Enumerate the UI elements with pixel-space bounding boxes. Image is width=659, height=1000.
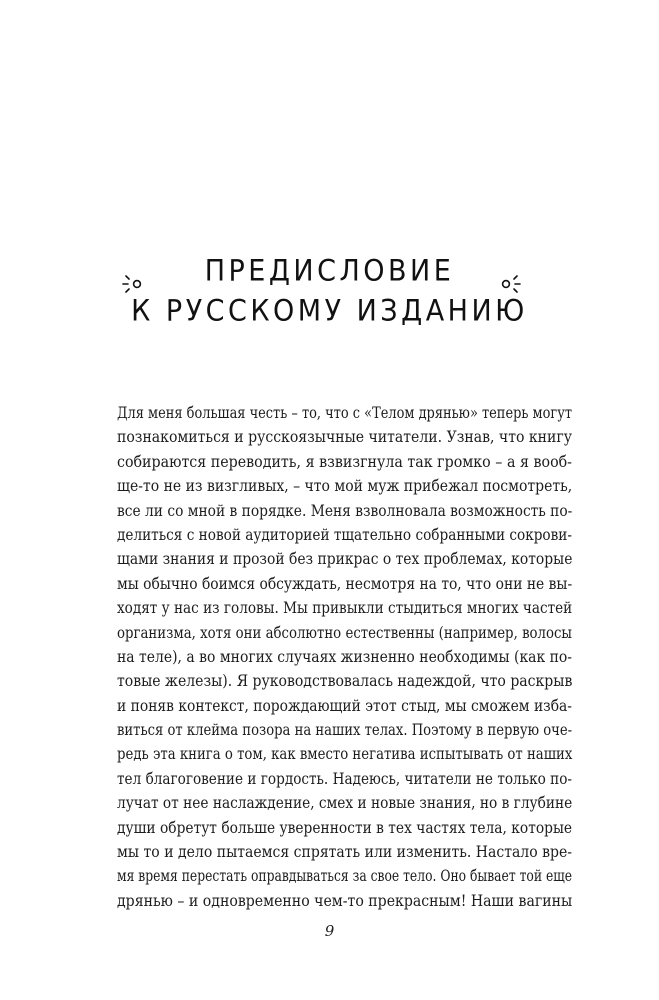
text-line: мя время перестать оправдываться за свое тело. Оно бывает той еще — [117, 867, 573, 886]
text-line: все ли со мной в порядке. Меня взволновала возможность по- — [117, 501, 573, 520]
text-line: познакомиться и русскоязычные читатели. Узнав, что книгу — [117, 428, 572, 447]
text-line: щами знания и прозой без прикрас о тех проблемах, которые — [117, 550, 573, 569]
text-line: тел благоговение и гордость. Надеюсь, читатели не только по- — [117, 769, 573, 788]
text-line: Для меня большая честь – то, что с «Телом дрянью» теперь могут — [117, 404, 572, 422]
text-line: делиться с новой аудиторией тщательно собранными сокрови- — [117, 525, 572, 544]
page-number: 9 — [324, 922, 335, 940]
text-line: виться от клейма позора на наших телах. Поэтому в первую оче- — [117, 721, 573, 740]
text-line: организма, хотя они абсолютно естественны (например, волосы — [117, 623, 573, 642]
text-line: души обретут больше уверенности в тех частях тела, которые — [117, 818, 573, 837]
text-line: дрянью – и одновременно чем-то прекрасным! Наши вагины — [117, 891, 573, 910]
text-line: лучат от нее наслаждение, смех и новые знания, но в глубине — [117, 794, 573, 813]
text-line: мы то и дело пытаемся спрятать или изменить. Настало вре- — [117, 843, 572, 862]
text-line: и поняв контекст, порождающий этот стыд, мы сможем изба- — [117, 696, 572, 715]
text-line: ще-то не из визгливых, – что мой муж прибежал посмотреть, — [117, 477, 573, 496]
chapter-heading-line-2: К РУССКОМУ ИЗДАНИЮ — [131, 294, 528, 329]
text-line: собираются переводить, я взвизгнула так громко – а я вооб- — [117, 452, 572, 471]
body-paragraph — [117, 401, 572, 913]
text-line: ходят у нас из головы. Мы привыкли стыдиться многих частей — [117, 599, 573, 618]
chapter-heading — [0, 252, 659, 332]
text-line: мы обычно боимся обсуждать, несмотря на то, что они не вы- — [117, 574, 573, 593]
text-line: редь эта книга о том, как вместо негатива испытывать от наших — [117, 745, 573, 764]
chapter-heading-line-1: ПРЕДИСЛОВИЕ — [204, 254, 455, 289]
text-line: на теле), а во многих случаях жизненно необходимы (как по- — [117, 647, 573, 666]
text-line: товые железы). Я руководствовалась надеждой, что раскрыв — [117, 672, 573, 691]
